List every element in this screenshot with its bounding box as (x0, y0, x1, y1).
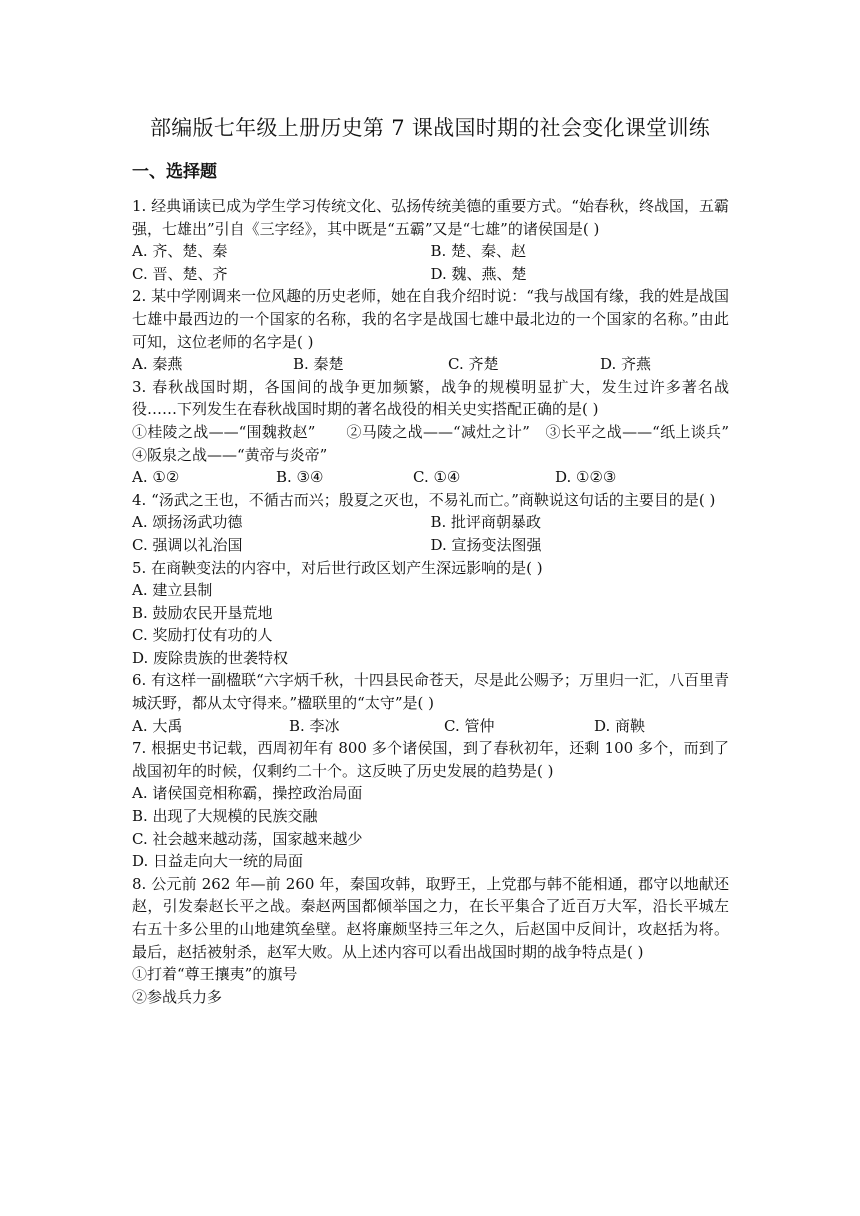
option-c: C. 管仲 (444, 716, 495, 735)
option-c: C. 齐楚 (448, 355, 499, 374)
option-b: B. 李冰 (289, 716, 340, 735)
question-7 (132, 737, 729, 873)
question-stem: 3. 春秋战国时期，各国间的战争更加频繁，战争的规模明显扩大，发生过许多著名战役……下列发生在春秋战国时期的著名战役的相关史实搭配正确的是( ) (132, 377, 729, 419)
statement-1: ①打着“尊王攘夷”的旗号 (132, 965, 298, 984)
question-stem: 5. 在商鞅变法的内容中，对后世行政区划产生深远影响的是( ) (132, 558, 543, 577)
option-a: A. 颂扬汤武功德 (132, 513, 243, 532)
question-list (132, 195, 745, 1008)
option-a: A. 秦燕 (132, 355, 183, 374)
option-d: D. 魏、燕、楚 (430, 264, 527, 283)
statement-2: ②参战兵力多 (132, 987, 223, 1006)
option-b: B. 秦楚 (293, 355, 344, 374)
option-d: D. 宣扬变法图强 (430, 535, 542, 554)
option-a: A. 诸侯国竞相称霸，操控政治局面 (132, 784, 363, 803)
option-d: D. 废除贵族的世袭特权 (132, 648, 289, 667)
question-3 (132, 376, 745, 489)
question-4 (132, 489, 729, 557)
option-c: C. 奖励打仗有功的人 (132, 626, 273, 645)
question-stem: 4. “汤武之王也，不循古而兴；殷夏之灭也，不易礼而亡。”商鞅说这句话的主要目的是( ) (132, 490, 716, 509)
option-c: C. ①④ (413, 468, 461, 487)
option-b: B. 楚、秦、赵 (430, 242, 527, 261)
question-1 (132, 195, 729, 285)
option-d: D. 齐燕 (600, 355, 652, 374)
option-a: A. 大禹 (132, 716, 183, 735)
option-c: C. 晋、楚、齐 (132, 264, 228, 283)
document-title: 部编版七年级上册历史第 7 课战国时期的社会变化课堂训练 (149, 116, 711, 140)
option-c: C. 强调以礼治国 (132, 535, 243, 554)
option-c: C. 社会越来越动荡，国家越来越少 (132, 829, 363, 848)
question-5 (132, 557, 729, 670)
option-a: A. 齐、楚、秦 (132, 242, 228, 261)
question-statements: ①桂陵之战——“围魏救赵” ②马陵之战——“减灶之计” ③长平之战——“纸上谈兵” ④阪泉之战——“黄帝与炎帝” (132, 422, 745, 464)
option-b: B. 鼓励农民开垦荒地 (132, 603, 273, 622)
option-b: B. ③④ (276, 468, 324, 487)
option-a: A. 建立县制 (132, 581, 213, 600)
option-d: D. ①②③ (555, 468, 617, 487)
option-b: B. 批评商朝暴政 (430, 513, 542, 532)
question-stem: 8. 公元前 262 年—前 260 年，秦国攻韩，取野王，上党郡与韩不能相通，郡守以地献还赵，引发秦赵长平之战。秦赵两国都倾举国之力，在长平集合了近百万大军，沿长平城左右五十多公里的山地建筑垒壁。赵将廉颇坚持三年之久，后赵国中反间计，攻赵括为将。最后，赵括被射杀，赵军大败。从上述内容可以看出战国时期的战争特点是( ) (132, 874, 729, 961)
option-a: A. ①② (132, 468, 180, 487)
question-stem: 7. 根据史书记载，西周初年有 800 多个诸侯国，到了春秋初年，还剩 100 多个，而到了战国初年的时候，仅剩约二十个。这反映了历史发展的趋势是( ) (132, 739, 729, 780)
question-6 (132, 669, 729, 737)
question-stem: 6. 有这样一副楹联“六字炳千秋，十四县民命苍天，尽是此公赐予；万里归一汇，八百里青城沃野，都从太守得来。”楹联里的“太守”是( ) (132, 671, 729, 713)
option-d: D. 商鞅 (594, 716, 646, 735)
option-b: B. 出现了大规模的民族交融 (132, 807, 318, 826)
question-stem: 1. 经典诵读已成为学生学习传统文化、弘扬传统美德的重要方式。“始春秋，终战国，五霸强，七雄出”引自《三字经》，其中既是“五霸”又是“七雄”的诸侯国是( ) (132, 197, 729, 238)
question-2 (132, 285, 729, 375)
question-8 (132, 873, 729, 1009)
question-stem: 2. 某中学刚调来一位风趣的历史老师，她在自我介绍时说：“我与战国有缘，我的姓是战国七雄中最西边的一个国家的名称，我的名字是战国七雄中最北边的一个国家的名称。”由此可知，这位老师的名字是( ) (132, 287, 729, 351)
section-heading: 一、选择题 (132, 162, 217, 182)
option-d: D. 日益走向大一统的局面 (132, 852, 304, 871)
